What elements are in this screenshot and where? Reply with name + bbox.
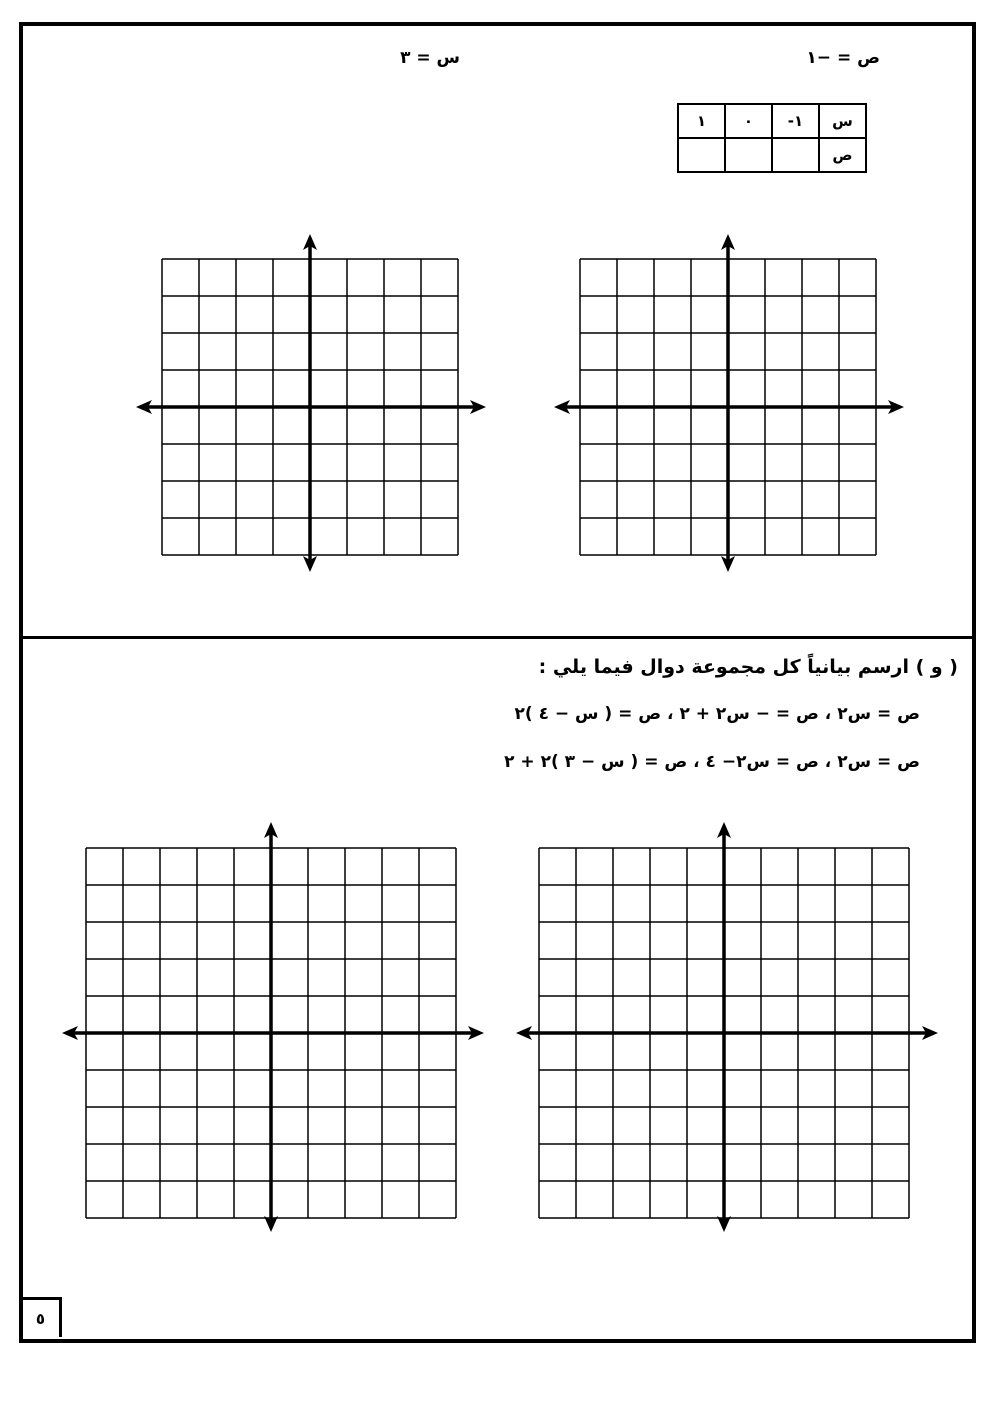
x-value-cell: ٠ bbox=[725, 104, 772, 138]
page-number: ٥ bbox=[22, 1297, 62, 1337]
function-set-1: ص = س٢ ، ص = − س٢ + ٢ ، ص = ( س − ٤ )٢ bbox=[514, 704, 920, 724]
table-row bbox=[678, 138, 866, 172]
top-left-equation: س = ٣ bbox=[400, 48, 460, 68]
table-row bbox=[678, 104, 866, 138]
section-divider bbox=[19, 636, 976, 639]
section-heading: ( و ) ارسم بيانياً كل مجموعة دوال فيما يلي : bbox=[538, 656, 958, 678]
y-value-cell[interactable] bbox=[772, 138, 819, 172]
coordinate-grid-top-right[interactable] bbox=[554, 234, 906, 574]
function-set-2: ص = س٢ ، ص = س٢− ٤ ، ص = ( س − ٣ )٢ + ٢ bbox=[504, 752, 920, 772]
row-label-y: ص bbox=[819, 138, 866, 172]
coordinate-grid-top-left[interactable] bbox=[136, 234, 488, 574]
row-label-x: س bbox=[819, 104, 866, 138]
y-value-cell[interactable] bbox=[725, 138, 772, 172]
y-value-cell[interactable] bbox=[678, 138, 725, 172]
coordinate-grid-bottom-right[interactable] bbox=[516, 822, 940, 1234]
value-table bbox=[677, 103, 867, 173]
top-right-equation: ص = −١ bbox=[806, 48, 880, 68]
coordinate-grid-bottom-left[interactable] bbox=[62, 822, 486, 1234]
x-value-cell: ١ bbox=[678, 104, 725, 138]
x-value-cell: ١- bbox=[772, 104, 819, 138]
